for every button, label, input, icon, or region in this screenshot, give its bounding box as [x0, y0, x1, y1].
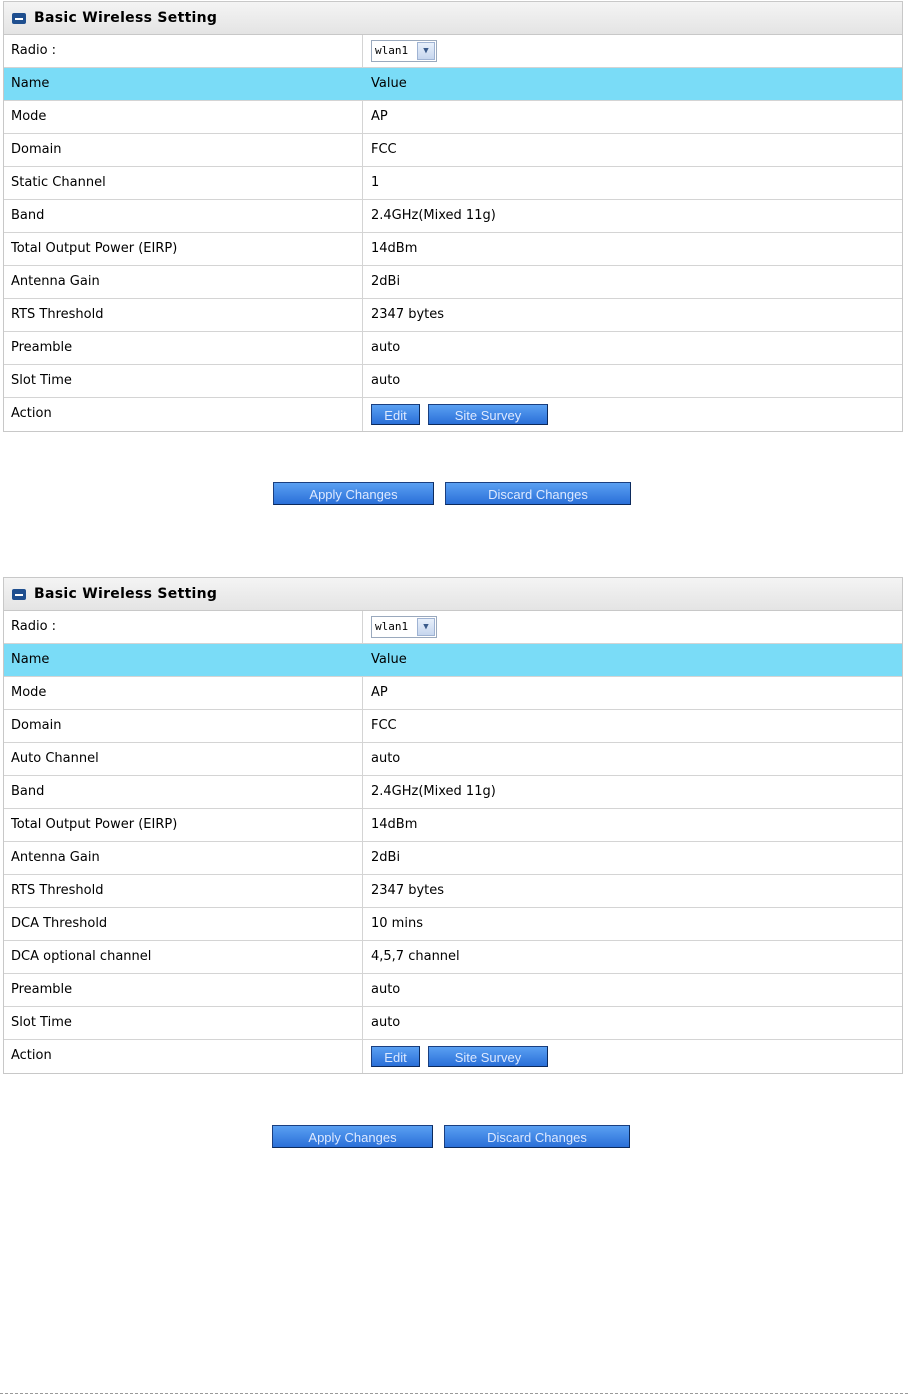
table-row	[4, 332, 902, 365]
row-name: Static Channel	[4, 167, 363, 199]
table-row	[4, 908, 902, 941]
table-row	[4, 842, 902, 875]
row-value: 2347 bytes	[371, 883, 445, 898]
row-name: Total Output Power (EIRP)	[4, 809, 363, 841]
row-value: 2dBi	[371, 274, 401, 289]
row-value: auto	[371, 373, 401, 388]
table-row	[4, 875, 902, 908]
collapse-icon[interactable]	[12, 13, 26, 24]
table-row	[4, 167, 902, 200]
edit-button[interactable]: Edit	[371, 1046, 420, 1067]
table-row	[4, 677, 902, 710]
table-row	[4, 299, 902, 332]
table-header-row	[4, 644, 902, 677]
column-header-name: Name	[4, 644, 363, 676]
radio-label: Radio :	[4, 35, 363, 67]
row-value: 14dBm	[371, 241, 418, 256]
radio-row	[4, 35, 902, 68]
row-value: auto	[371, 340, 401, 355]
panel-title: Basic Wireless Setting	[34, 10, 218, 26]
collapse-icon[interactable]	[12, 589, 26, 600]
table-row	[4, 200, 902, 233]
row-value: auto	[371, 982, 401, 997]
row-name: Band	[4, 200, 363, 232]
radio-label: Radio :	[4, 611, 363, 643]
panel-2-actions	[0, 1125, 908, 1148]
basic-wireless-panel-1	[3, 1, 903, 432]
row-value: 4,5,7 channel	[371, 949, 460, 964]
radio-select-value: wlan1	[375, 620, 409, 633]
row-name: DCA Threshold	[4, 908, 363, 940]
panel-header	[4, 2, 902, 35]
row-name: Antenna Gain	[4, 266, 363, 298]
chevron-down-icon[interactable]: ▼	[417, 42, 435, 60]
row-value: AP	[371, 109, 388, 124]
row-value: 2.4GHz(Mixed 11g)	[371, 784, 496, 799]
apply-changes-button[interactable]: Apply Changes	[273, 482, 434, 505]
table-row	[4, 776, 902, 809]
site-survey-button[interactable]: Site Survey	[428, 1046, 548, 1067]
radio-select[interactable]	[371, 40, 437, 62]
radio-row	[4, 611, 902, 644]
panel-1-actions	[0, 482, 908, 505]
column-header-value: Value	[371, 76, 407, 91]
table-row	[4, 974, 902, 1007]
row-value: 1	[371, 175, 380, 190]
row-value: 2.4GHz(Mixed 11g)	[371, 208, 496, 223]
table-row	[4, 1007, 902, 1040]
row-value: 14dBm	[371, 817, 418, 832]
row-value: auto	[371, 1015, 401, 1030]
table-row	[4, 233, 902, 266]
row-name: DCA optional channel	[4, 941, 363, 973]
table-row	[4, 266, 902, 299]
table-row	[4, 134, 902, 167]
row-value: 10 mins	[371, 916, 423, 931]
panel-title: Basic Wireless Setting	[34, 586, 218, 602]
table-row	[4, 101, 902, 134]
row-name: Slot Time	[4, 365, 363, 397]
table-row	[4, 809, 902, 842]
column-header-name: Name	[4, 68, 363, 100]
basic-wireless-panel-2	[3, 577, 903, 1074]
radio-select[interactable]	[371, 616, 437, 638]
row-value: auto	[371, 751, 401, 766]
table-row	[4, 743, 902, 776]
row-value: FCC	[371, 718, 397, 733]
row-name: Band	[4, 776, 363, 808]
row-name: Domain	[4, 134, 363, 166]
discard-changes-button[interactable]: Discard Changes	[444, 1125, 630, 1148]
row-name: Antenna Gain	[4, 842, 363, 874]
row-name: Slot Time	[4, 1007, 363, 1039]
table-row	[4, 941, 902, 974]
column-header-value: Value	[371, 652, 407, 667]
discard-changes-button[interactable]: Discard Changes	[445, 482, 631, 505]
action-row	[4, 1040, 902, 1073]
edit-button[interactable]: Edit	[371, 404, 420, 425]
row-value: 2347 bytes	[371, 307, 445, 322]
row-name: Mode	[4, 677, 363, 709]
row-value: 2dBi	[371, 850, 401, 865]
row-name: RTS Threshold	[4, 299, 363, 331]
row-name: Domain	[4, 710, 363, 742]
action-label: Action	[4, 1040, 363, 1073]
row-value: FCC	[371, 142, 397, 157]
action-label: Action	[4, 398, 363, 431]
site-survey-button[interactable]: Site Survey	[428, 404, 548, 425]
panel-header	[4, 578, 902, 611]
apply-changes-button[interactable]: Apply Changes	[272, 1125, 433, 1148]
table-row	[4, 365, 902, 398]
row-name: Auto Channel	[4, 743, 363, 775]
row-value: AP	[371, 685, 388, 700]
chevron-down-icon[interactable]: ▼	[417, 618, 435, 636]
radio-select-value: wlan1	[375, 44, 409, 57]
row-name: Preamble	[4, 332, 363, 364]
table-header-row	[4, 68, 902, 101]
row-name: Preamble	[4, 974, 363, 1006]
action-row	[4, 398, 902, 431]
table-row	[4, 710, 902, 743]
row-name: Mode	[4, 101, 363, 133]
row-name: Total Output Power (EIRP)	[4, 233, 363, 265]
page-divider	[0, 1393, 908, 1394]
row-name: RTS Threshold	[4, 875, 363, 907]
